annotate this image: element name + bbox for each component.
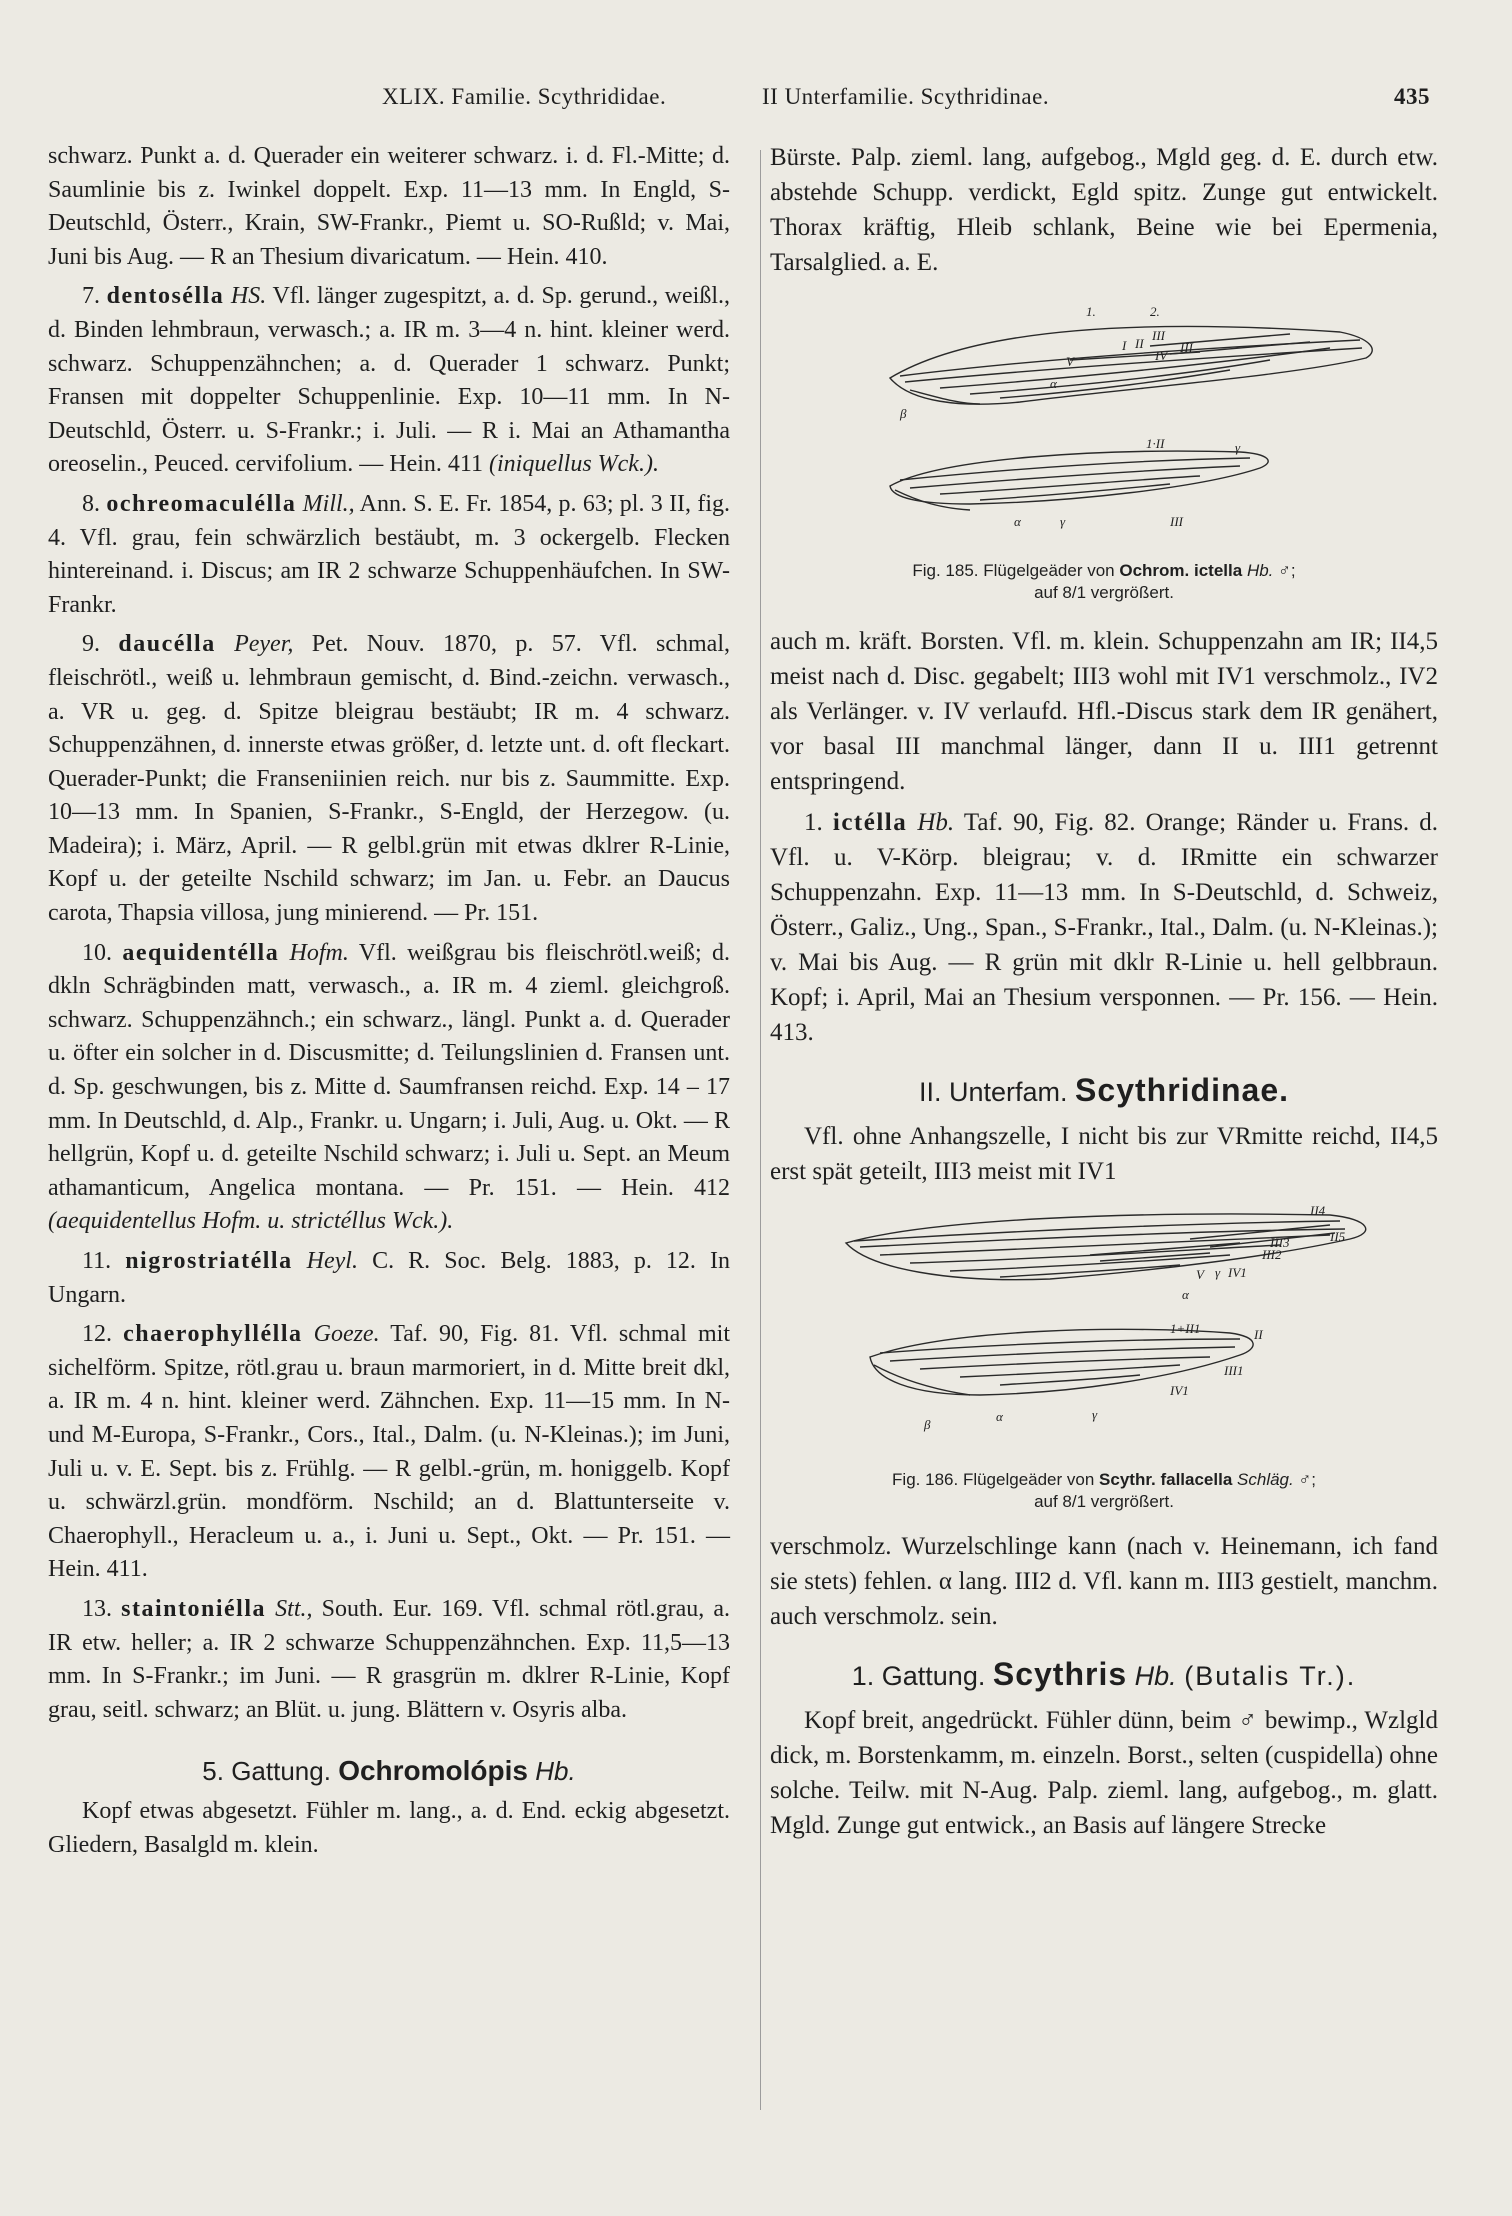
svg-text:V: V [1196, 1267, 1204, 1282]
svg-text:III: III [1170, 514, 1183, 529]
svg-text:II4: II4 [1310, 1203, 1326, 1218]
synonym: (aequidentellus Hofm. u. strictéllus Wck.). [48, 1208, 454, 1235]
figure-caption: Fig. 186. Flügelgeäder von Scythr. fallacella Schläg. ♂; auf 8/1 vergrößert. [892, 1470, 1316, 1511]
svg-text:III: III [1180, 340, 1193, 355]
svg-text:γ: γ [1060, 514, 1066, 529]
continued-paragraph: Bürste. Palp. zieml. lang, aufgebog., Mgld geg. d. E. durch etw. abstehde Schupp. verdickt, Egld spitz. Zunge gut entwickelt. Thorax kräftig, Hleib schlank, Beine wie bei Epermenia, Tarsalglied. a. E. [770, 144, 1438, 276]
species-entry-7: 7. dentosélla HS. Vfl. länger zugespitzt, a. d. Sp. gerund., weißl., d. Binden lehmbraun, verwasch.; a. IR m. 3—4 n. hint. kleiner werd. schwarz. Schuppenzähnchen; a. d. Querader 1 schwarz. Punkt; Fransen mit doppelter Schuppenlinie. Exp. 10—11 mm. In N-Deutschld, Österr. u. S-Frankr.; i. Juli. — R i. Mai an Athamantha oreoselin., Peuced. cervifolium. — Hein. 411 (iniquellus Wck.). [48, 283, 731, 478]
svg-text:γ: γ [1215, 1265, 1221, 1280]
figure-caption: Fig. 185. Flügelgeäder von Ochrom. ictella Hb. ♂; auf 8/1 vergrößert. [912, 561, 1296, 602]
svg-text:III: III [1152, 328, 1165, 343]
svg-text:β: β [900, 406, 907, 421]
synonym: (iniquellus Wck.). [489, 451, 659, 478]
svg-text:β: β [924, 1417, 931, 1432]
svg-text:III3: III3 [1270, 1235, 1290, 1250]
species-author: Peyer, [234, 631, 294, 658]
species-name: chaerophyllélla [123, 1321, 303, 1348]
svg-text:II: II [1135, 336, 1144, 351]
svg-text:V: V [1066, 354, 1074, 369]
svg-text:2.: 2. [1150, 304, 1160, 319]
species-entry-8: 8. ochreomaculélla Mill., Ann. S. E. Fr. 1854, p. 63; pl. 3 II, fig. 4. Vfl. grau, fein schwärzlich bestäubt, m. 3 ockergelb. Flecken hintereinand. i. Discus; am IR 2 schwarze Schuppenhäufchen. In SW-Frankr. [48, 490, 731, 618]
svg-text:1·II: 1·II [1146, 436, 1165, 451]
species-author: Hb. [917, 809, 955, 836]
species-author: Hofm. [289, 939, 349, 966]
species-entry-12: 12. chaerophyllélla Goeze. Taf. 90, Fig. 81. Vfl. schmal mit sichelförm. Spitze, rötl.grau u. braun marmoriert, in d. Mitte breit dkl, a. IR m. 4 n. hint. kleiner werd. Zähnchen. Exp. 11—15 mm. In N- und M-Europa, S-Frankr., Cors., Ital., Dalm. (u. N-Kleinas.); im Juni, Juli u. v. E. Sept. bis z. Frühlg. — R gelbl.-grün, m. honiggelb. Kopf u. schwärzl.grün. mondförm. Nschild; an d. Blattunterseite v. Chaerophyll., Heracleum u. a., i. Juni u. Sept., Okt. — Pr. 151. — Hein. 411. [48, 1321, 731, 1583]
species-name: aequidentélla [122, 939, 280, 966]
species-entry-9: 9. daucélla Peyer, Pet. Nouv. 1870, p. 57. Vfl. schmal, fleischrötl., weiß u. lehmbraun gemischt, d. Bind.-zeichn. verwasch., a. VR u. geg. d. Spitze bleigrau bestäubt; IR m. 4 schwarz. Schuppenzähnen, d. innerste etwas größer, d. letzte unt. d. oft fleckart. Querader-Punkt; die Franseniinien reich. nur bis z. Saummitte. Exp. 10—13 mm. In Spanien, S-Frankr., S-Engld, der Herzegow. (u. Madeira); i. März, April. — R gelbl.grün mit etwas dklrer R-Linie, Kopf u. der geteilte Nschild schwarz; im Jan. u. Febr. an Daucus carota, Thapsia villosa, jung minierend. — Pr. 151. [48, 631, 730, 927]
genus-heading-1: 1. Gattung. Scythris Hb. (Butalis Tr.). [851, 1656, 1357, 1692]
svg-text:1+II1: 1+II1 [1170, 1321, 1201, 1336]
figure-186 [770, 1199, 1438, 1513]
column-divider [760, 150, 761, 2110]
svg-text:γ: γ [1092, 1407, 1098, 1422]
svg-text:α: α [1182, 1287, 1189, 1302]
figure-185 [770, 290, 1438, 604]
species-name: staintoniélla [121, 1595, 266, 1622]
svg-text:α: α [1014, 514, 1021, 529]
subfamily-name: Scythridinae. [1075, 1072, 1289, 1108]
species-entry-13: 13. staintoniélla Stt., South. Eur. 169. Vfl. schmal rötl.grau, a. IR etw. heller; a. IR 2 schwarze Schuppenzähnchen. Exp. 11,5—13 mm. In S-Frankr.; im Juni. — R grasgrün m. dklrer R-Linie, Kopf grau, seitl. schwarz; an Blüt. u. jung. Blättern v. Osyris alba. [48, 1595, 731, 1723]
wing-venation-diagram [770, 290, 1438, 560]
species-name: dentosélla [106, 283, 225, 310]
wing-venation-diagram [770, 1199, 1438, 1469]
genus-description: Kopf etwas abgesetzt. Fühler m. lang., a. d. End. eckig abgesetzt. Gliedern, Basalgld m. klein. [48, 1798, 730, 1858]
left-column [48, 140, 730, 1863]
svg-text:γ: γ [1235, 440, 1241, 455]
svg-text:I: I [1122, 338, 1127, 353]
svg-text:IV1: IV1 [1170, 1383, 1189, 1398]
svg-text:IV: IV [1155, 348, 1168, 363]
species-name: daucélla [118, 631, 216, 658]
species-author: Stt., [275, 1595, 313, 1622]
genus-name: Ochromolópis [338, 1755, 528, 1787]
continued-paragraph: schwarz. Punkt a. d. Querader ein weiterer schwarz. i. d. Fl.-Mitte; d. Saumlinie bis z. Iwinkel doppelt. Exp. 11—13 mm. In Engld, S-Deutschld, Österr., Krain, SW-Frankr., Piemt u. SO-Rußld; v. Mai, Juni bis Aug. — R an Thesium divaricatum. — Hein. 410. [48, 143, 730, 270]
species-author: HS. [230, 283, 267, 310]
header-left: XLIX. Familie. Scythrididae. [382, 84, 667, 109]
svg-text:II: II [1254, 1327, 1263, 1342]
species-name: ochreomaculélla [106, 490, 297, 517]
species-name: nigrostriatélla [125, 1248, 293, 1274]
svg-text:III1: III1 [1224, 1363, 1244, 1378]
svg-text:α: α [1050, 376, 1057, 391]
species-entry-10: 10. aequidentélla Hofm. Vfl. weißgrau bis fleischrötl.weiß; d. dkln Schrägbinden matt, verwasch., a. IR m. 4 zieml. gleichgroß. schwarz. Schuppenzähnch.; ein schwarz., längl. Punkt a. d. Querader u. öfter ein solcher in d. Discusmitte; d. Teilungslinien d. Fransen unt. d. Sp. geschwungen, bis z. Mitte d. Saumfransen reichd. Exp. 14 – 17 mm. In Deutschld, d. Alp., Frankr. u. Ungarn; i. Juli, Aug. u. Okt. — R hellgrün, Kopf u. d. geteilte Nschild schwarz; i. Juli u. Sept. an Meum athamanticum, Angelica montana. — Pr. 151. — Hein. 412 (aequidentellus Hofm. u. strictéllus Wck.). [48, 939, 731, 1235]
species-entry-11: 11. nigrostriatélla Heyl. C. R. Soc. Belg. 1883, p. 12. In Ungarn. [48, 1248, 731, 1308]
svg-text:III2: III2 [1262, 1247, 1282, 1262]
species-author: Mill., [302, 490, 355, 517]
subfamily-description: Vfl. ohne Anhangszelle, I nicht bis zur VRmitte reichd, II4,5 erst spät geteilt, III3 meist mit IV1 [770, 1123, 1438, 1185]
svg-text:α: α [996, 1409, 1003, 1424]
species-author: Heyl. [306, 1248, 358, 1274]
svg-text:IV1: IV1 [1228, 1265, 1247, 1280]
genus-description: Kopf breit, angedrückt. Fühler dünn, beim ♂ bewimp., Wzlgld dick, m. Borstenkamm, m. einzeln. Borst., selten (cuspidella) ohne solche. Teilw. mit N-Aug. Palp. zieml. lang, aufgebog., m. glatt. Mgld. Zunge gut entwick., an Basis auf längere Strecke [770, 1707, 1438, 1839]
right-column [770, 140, 1438, 1843]
species-entry-1-ictella: 1. ictélla Hb. Taf. 90, Fig. 82. Orange; Ränder u. Frans. d. Vfl. u. V-Körp. bleigrau; v. d. IRmitte ein schwarzer Schuppenzahn. Exp. 11—13 mm. In S-Deutschld, d. Schweiz, Österr., Galiz., Ung., Span., S-Frankr., Ital., Dalm. (u. N-Kleinas.); v. Mai bis Aug. — R grün mit dklr R-Linie u. hell gelbbraun. Kopf; i. April, Mai an Thesium versponnen. — Pr. 156. — Hein. 413. [770, 809, 1439, 1046]
running-header [0, 84, 1512, 124]
subfamily-heading: II. Unterfam. Scythridinae. [918, 1072, 1289, 1108]
subfamily-description-cont: verschmolz. Wurzelschlinge kann (nach v. Heinemann, ich fand sie stets) fehlen. α lang. III2 d. Vfl. kann m. III3 gestielt, manchm. auch verschmolz. sein. [770, 1533, 1438, 1630]
page-number: 435 [1394, 84, 1430, 109]
header-right: II Unterfamilie. Scythridinae. [762, 84, 1050, 109]
svg-text:II5: II5 [1330, 1229, 1346, 1244]
genus-description-cont: auch m. kräft. Borsten. Vfl. m. klein. Schuppenzahn am IR; II4,5 meist nach d. Disc. gegabelt; III3 wohl mit IV1 verschmolz., IV2 als Verlänger. v. IV verlaufd. Hfl.-Discus stark dem IR genähert, vor basal III manchmal länger, dann II u. III1 getrennt entspringend. [770, 628, 1438, 795]
genus-heading-5: 5. Gattung. Ochromolópis Hb. [202, 1755, 576, 1787]
species-name: ictélla [832, 809, 908, 836]
species-author: Goeze. [313, 1321, 380, 1348]
svg-text:1.: 1. [1086, 304, 1096, 319]
genus-name: Scythris [992, 1656, 1128, 1692]
